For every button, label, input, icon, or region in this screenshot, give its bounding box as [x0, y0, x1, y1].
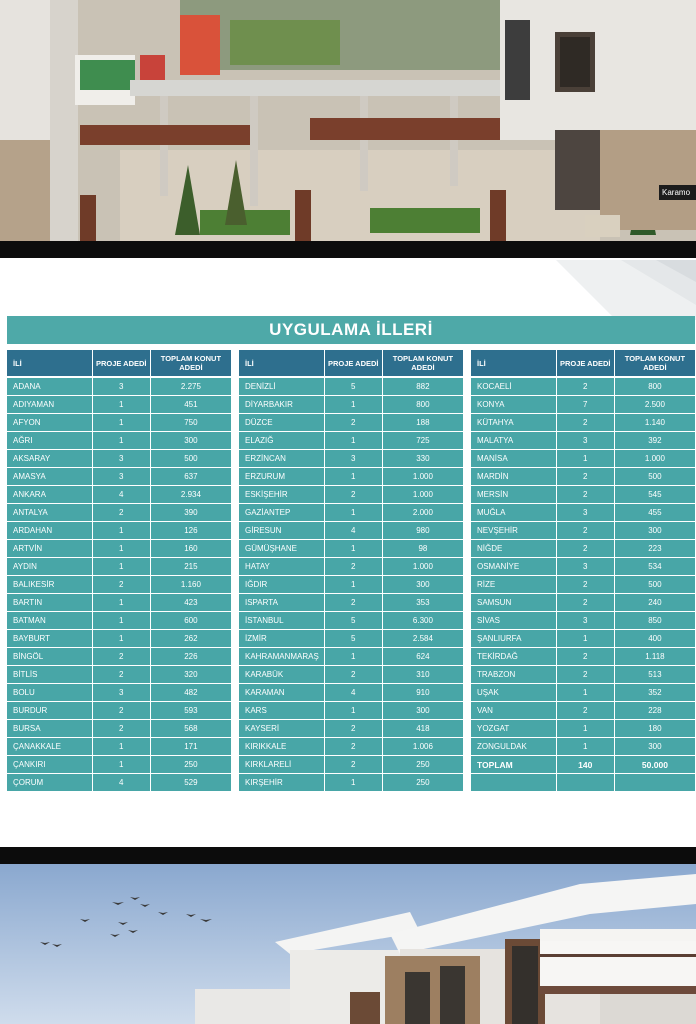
cell-housing: 240	[614, 594, 695, 612]
cell-province: TRABZON	[471, 666, 556, 684]
cell-housing: 1.000	[382, 558, 463, 576]
table-row	[7, 540, 231, 558]
cell-projects: 2	[92, 720, 150, 738]
table-row	[239, 576, 463, 594]
page-title: UYGULAMA İLLERİ	[7, 316, 695, 344]
cell-housing: 1.160	[150, 576, 231, 594]
cell-province: NEVŞEHİR	[471, 522, 556, 540]
cell-housing: 882	[382, 377, 463, 396]
cell-housing: 300	[614, 738, 695, 756]
table-row	[471, 486, 695, 504]
cell-housing: 2.000	[382, 504, 463, 522]
cell-projects: 1	[92, 738, 150, 756]
table-row	[7, 486, 231, 504]
cell-province: ERZİNCAN	[239, 450, 324, 468]
cell-housing: 188	[382, 414, 463, 432]
cell-projects: 3	[556, 504, 614, 522]
cell-projects: 1	[324, 396, 382, 414]
cell-province: ŞANLIURFA	[471, 630, 556, 648]
table-row	[7, 702, 231, 720]
cell-projects: 2	[92, 666, 150, 684]
cell-housing: 300	[382, 702, 463, 720]
cell-projects: 1	[324, 576, 382, 594]
table-row	[7, 522, 231, 540]
cell-projects: 1	[324, 702, 382, 720]
cell-housing: 310	[382, 666, 463, 684]
column-header-housing: TOPLAM KONUT ADEDİ	[150, 350, 231, 377]
cell-province: KARAMAN	[239, 684, 324, 702]
divider-bar-bottom	[0, 847, 696, 864]
cell-province: RİZE	[471, 576, 556, 594]
empty-cell	[556, 774, 614, 792]
cell-province: ÇANKIRI	[7, 756, 92, 774]
cell-projects: 3	[92, 684, 150, 702]
cell-housing: 2.500	[614, 396, 695, 414]
cell-housing: 980	[382, 522, 463, 540]
cell-province: DÜZCE	[239, 414, 324, 432]
column-header-province: İLİ	[239, 350, 324, 377]
cell-province: GİRESUN	[239, 522, 324, 540]
cell-housing: 262	[150, 630, 231, 648]
cell-projects: 2	[92, 648, 150, 666]
table-row	[7, 612, 231, 630]
cell-housing: 800	[614, 377, 695, 396]
cell-projects: 4	[92, 486, 150, 504]
cell-housing: 624	[382, 648, 463, 666]
cell-province: DENİZLİ	[239, 377, 324, 396]
cell-projects: 2	[324, 558, 382, 576]
cell-housing: 529	[150, 774, 231, 792]
table-row	[471, 504, 695, 522]
cell-province: ELAZIĞ	[239, 432, 324, 450]
provinces-table-3	[471, 350, 695, 792]
cell-housing: 451	[150, 396, 231, 414]
cell-projects: 2	[556, 540, 614, 558]
table-row	[239, 377, 463, 396]
cell-projects: 3	[556, 432, 614, 450]
cell-housing: 593	[150, 702, 231, 720]
table-row	[471, 576, 695, 594]
table-row	[7, 594, 231, 612]
cell-projects: 1	[92, 558, 150, 576]
cell-province: ÇANAKKALE	[7, 738, 92, 756]
table-row	[7, 377, 231, 396]
cell-projects: 1	[556, 738, 614, 756]
cell-housing: 750	[150, 414, 231, 432]
cell-projects: 1	[92, 630, 150, 648]
table-row	[239, 522, 463, 540]
table-row	[239, 774, 463, 792]
cell-housing: 226	[150, 648, 231, 666]
empty-cell	[614, 774, 695, 792]
column-header-projects: PROJE ADEDİ	[556, 350, 614, 377]
table-header-row	[239, 350, 463, 377]
watermark-text: Karamo	[662, 188, 691, 197]
cell-projects: 4	[324, 684, 382, 702]
cell-province: DİYARBAKIR	[239, 396, 324, 414]
cell-housing: 482	[150, 684, 231, 702]
cell-housing: 455	[614, 504, 695, 522]
cell-projects: 1	[92, 414, 150, 432]
cell-projects: 1	[324, 504, 382, 522]
cell-province: AFYON	[7, 414, 92, 432]
cell-projects: 2	[556, 486, 614, 504]
cell-province: SİVAS	[471, 612, 556, 630]
provinces-table-2	[239, 350, 463, 792]
cell-projects: 3	[556, 612, 614, 630]
table-row	[239, 594, 463, 612]
table-row	[239, 558, 463, 576]
cell-housing: 352	[614, 684, 695, 702]
table-row	[471, 666, 695, 684]
cell-projects: 2	[556, 576, 614, 594]
courtyard-photo	[0, 0, 696, 241]
table-row	[7, 666, 231, 684]
cell-province: KIRŞEHİR	[239, 774, 324, 792]
table-row	[7, 468, 231, 486]
cell-housing: 1.000	[382, 468, 463, 486]
table-row	[471, 558, 695, 576]
cell-projects: 2	[324, 486, 382, 504]
cell-projects: 2	[324, 414, 382, 432]
cell-province: İSTANBUL	[239, 612, 324, 630]
cell-projects: 1	[556, 630, 614, 648]
cell-province: MALATYA	[471, 432, 556, 450]
cell-projects: 2	[324, 738, 382, 756]
cell-housing: 1.140	[614, 414, 695, 432]
cell-projects: 1	[92, 522, 150, 540]
cell-housing: 330	[382, 450, 463, 468]
cell-housing: 534	[614, 558, 695, 576]
cell-province: YOZGAT	[471, 720, 556, 738]
cell-province: KAHRAMANMARAŞ	[239, 648, 324, 666]
table-row	[7, 720, 231, 738]
cell-province: BİNGÖL	[7, 648, 92, 666]
cell-province: KÜTAHYA	[471, 414, 556, 432]
cell-province: KONYA	[471, 396, 556, 414]
cell-province: ERZURUM	[239, 468, 324, 486]
cell-projects: 3	[324, 450, 382, 468]
cell-projects: 2	[556, 666, 614, 684]
cell-province: BOLU	[7, 684, 92, 702]
table-row	[239, 468, 463, 486]
cell-projects: 2	[556, 594, 614, 612]
table-row	[471, 738, 695, 756]
cell-housing: 160	[150, 540, 231, 558]
cell-housing: 910	[382, 684, 463, 702]
cell-housing: 418	[382, 720, 463, 738]
cell-projects: 140	[556, 756, 614, 774]
cell-province: VAN	[471, 702, 556, 720]
cell-housing: 850	[614, 612, 695, 630]
cell-province: BATMAN	[7, 612, 92, 630]
table-row	[239, 504, 463, 522]
cell-province: NİĞDE	[471, 540, 556, 558]
cell-province: KIRKLARELİ	[239, 756, 324, 774]
cell-projects: 2	[556, 522, 614, 540]
cell-projects: 4	[92, 774, 150, 792]
cell-projects: 1	[92, 756, 150, 774]
building-photo	[0, 864, 696, 1024]
table-row	[7, 684, 231, 702]
cell-province: TEKİRDAĞ	[471, 648, 556, 666]
cell-projects: 3	[92, 450, 150, 468]
cell-housing: 423	[150, 594, 231, 612]
cell-projects: 1	[556, 684, 614, 702]
cell-housing: 1.006	[382, 738, 463, 756]
cell-housing: 600	[150, 612, 231, 630]
cell-projects: 2	[324, 666, 382, 684]
cell-housing: 250	[150, 756, 231, 774]
table-row	[7, 756, 231, 774]
cell-housing: 320	[150, 666, 231, 684]
cell-province: BAYBURT	[7, 630, 92, 648]
cell-housing: 171	[150, 738, 231, 756]
table-row	[471, 522, 695, 540]
cell-housing: 2.275	[150, 377, 231, 396]
table-row	[239, 432, 463, 450]
table-row	[471, 594, 695, 612]
table-row	[7, 774, 231, 792]
table-row	[471, 396, 695, 414]
empty-cell	[471, 774, 556, 792]
cell-projects: 3	[556, 558, 614, 576]
table-row	[239, 540, 463, 558]
cell-province: KARS	[239, 702, 324, 720]
cell-province: KARABÜK	[239, 666, 324, 684]
cell-province: ESKİŞEHİR	[239, 486, 324, 504]
cell-projects: 4	[324, 522, 382, 540]
table-row	[7, 558, 231, 576]
cell-projects: 5	[324, 612, 382, 630]
cell-housing: 353	[382, 594, 463, 612]
cell-province: AKSARAY	[7, 450, 92, 468]
table-row	[471, 630, 695, 648]
cell-province: ANTALYA	[7, 504, 92, 522]
cell-province: AYDIN	[7, 558, 92, 576]
cell-housing: 6.300	[382, 612, 463, 630]
cell-housing: 400	[614, 630, 695, 648]
cell-projects: 1	[92, 594, 150, 612]
cell-province: KIRIKKALE	[239, 738, 324, 756]
cell-projects: 1	[324, 774, 382, 792]
cell-housing: 2.584	[382, 630, 463, 648]
table-row	[239, 612, 463, 630]
cell-province: MARDİN	[471, 468, 556, 486]
table-row	[239, 666, 463, 684]
cell-housing: 126	[150, 522, 231, 540]
table-row	[471, 684, 695, 702]
cell-province: ARTVİN	[7, 540, 92, 558]
cell-projects: 1	[324, 540, 382, 558]
cell-province: KAYSERİ	[239, 720, 324, 738]
table-row	[7, 450, 231, 468]
cell-housing: 98	[382, 540, 463, 558]
cell-projects: 1	[92, 396, 150, 414]
table-row	[239, 702, 463, 720]
table-row	[239, 630, 463, 648]
table-row	[7, 396, 231, 414]
decorative-shapes	[526, 260, 696, 320]
cell-province: ARDAHAN	[7, 522, 92, 540]
cell-projects: 2	[324, 756, 382, 774]
cell-housing: 725	[382, 432, 463, 450]
table-row	[471, 468, 695, 486]
cell-housing: 250	[382, 756, 463, 774]
table-row	[471, 720, 695, 738]
cell-projects: 1	[92, 612, 150, 630]
cell-housing: 300	[614, 522, 695, 540]
cell-projects: 2	[92, 702, 150, 720]
cell-housing: 300	[150, 432, 231, 450]
provinces-table-1	[7, 350, 231, 792]
column-header-projects: PROJE ADEDİ	[324, 350, 382, 377]
cell-province: AMASYA	[7, 468, 92, 486]
cell-housing: 215	[150, 558, 231, 576]
table-row	[471, 450, 695, 468]
table-row	[239, 648, 463, 666]
cell-province: BARTIN	[7, 594, 92, 612]
cell-province: BURDUR	[7, 702, 92, 720]
cell-projects: 3	[92, 468, 150, 486]
cell-province: GÜMÜŞHANE	[239, 540, 324, 558]
cell-projects: 3	[92, 377, 150, 396]
column-header-housing: TOPLAM KONUT ADEDİ	[382, 350, 463, 377]
table-row	[7, 738, 231, 756]
cell-province: IĞDIR	[239, 576, 324, 594]
cell-province: TOPLAM	[471, 756, 556, 774]
cell-housing: 1.000	[382, 486, 463, 504]
column-header-housing: TOPLAM KONUT ADEDİ	[614, 350, 695, 377]
column-header-province: İLİ	[7, 350, 92, 377]
cell-housing: 500	[150, 450, 231, 468]
cell-province: OSMANİYE	[471, 558, 556, 576]
cell-projects: 1	[556, 720, 614, 738]
table-row	[239, 414, 463, 432]
cell-housing: 800	[382, 396, 463, 414]
cell-housing: 180	[614, 720, 695, 738]
cell-housing: 250	[382, 774, 463, 792]
cell-projects: 1	[324, 468, 382, 486]
cell-housing: 513	[614, 666, 695, 684]
cell-province: ISPARTA	[239, 594, 324, 612]
table-header-row	[471, 350, 695, 377]
cell-housing: 392	[614, 432, 695, 450]
table-row	[239, 684, 463, 702]
table-row	[7, 576, 231, 594]
cell-projects: 2	[556, 468, 614, 486]
cell-province: ANKARA	[7, 486, 92, 504]
cell-province: KOCAELİ	[471, 377, 556, 396]
cell-province: İZMİR	[239, 630, 324, 648]
empty-row	[471, 774, 695, 792]
cell-housing: 50.000	[614, 756, 695, 774]
cell-housing: 2.934	[150, 486, 231, 504]
cell-projects: 1	[556, 450, 614, 468]
watermark-badge	[659, 185, 696, 200]
cell-projects: 1	[92, 432, 150, 450]
cell-projects: 1	[92, 540, 150, 558]
column-header-province: İLİ	[471, 350, 556, 377]
cell-housing: 500	[614, 468, 695, 486]
cell-province: BALIKESİR	[7, 576, 92, 594]
table-row	[471, 540, 695, 558]
cell-province: ADANA	[7, 377, 92, 396]
column-header-projects: PROJE ADEDİ	[92, 350, 150, 377]
cell-province: UŞAK	[471, 684, 556, 702]
table-row	[239, 396, 463, 414]
cell-housing: 300	[382, 576, 463, 594]
table-row	[7, 414, 231, 432]
cell-province: SAMSUN	[471, 594, 556, 612]
table-row	[7, 432, 231, 450]
cell-province: MERSİN	[471, 486, 556, 504]
table-row	[471, 702, 695, 720]
cell-housing: 1.118	[614, 648, 695, 666]
cell-housing: 637	[150, 468, 231, 486]
cell-housing: 568	[150, 720, 231, 738]
table-row	[239, 486, 463, 504]
cell-projects: 2	[556, 377, 614, 396]
cell-projects: 2	[92, 576, 150, 594]
cell-projects: 2	[92, 504, 150, 522]
table-header-row	[7, 350, 231, 377]
cell-province: HATAY	[239, 558, 324, 576]
cell-province: MANİSA	[471, 450, 556, 468]
cell-province: ZONGULDAK	[471, 738, 556, 756]
cell-province: GAZİANTEP	[239, 504, 324, 522]
divider-bar-top	[0, 241, 696, 258]
table-row	[239, 756, 463, 774]
cell-housing: 545	[614, 486, 695, 504]
table-row	[7, 630, 231, 648]
cell-projects: 2	[324, 720, 382, 738]
cell-housing: 1.000	[614, 450, 695, 468]
table-row	[471, 377, 695, 396]
table-row	[471, 432, 695, 450]
table-row	[239, 738, 463, 756]
cell-projects: 5	[324, 377, 382, 396]
cell-projects: 7	[556, 396, 614, 414]
cell-province: BİTLİS	[7, 666, 92, 684]
cell-housing: 223	[614, 540, 695, 558]
table-row	[471, 612, 695, 630]
cell-province: AĞRI	[7, 432, 92, 450]
table-row	[239, 720, 463, 738]
table-row	[239, 450, 463, 468]
table-row	[7, 648, 231, 666]
cell-housing: 500	[614, 576, 695, 594]
total-row	[471, 756, 695, 774]
cell-projects: 2	[556, 648, 614, 666]
cell-housing: 228	[614, 702, 695, 720]
cell-province: ÇORUM	[7, 774, 92, 792]
table-row	[7, 504, 231, 522]
table-row	[471, 648, 695, 666]
cell-projects: 5	[324, 630, 382, 648]
cell-housing: 390	[150, 504, 231, 522]
cell-province: ADIYAMAN	[7, 396, 92, 414]
cell-province: MUĞLA	[471, 504, 556, 522]
table-row	[471, 414, 695, 432]
cell-projects: 1	[324, 432, 382, 450]
cell-province: BURSA	[7, 720, 92, 738]
cell-projects: 2	[324, 594, 382, 612]
cell-projects: 2	[556, 702, 614, 720]
cell-projects: 2	[556, 414, 614, 432]
cell-projects: 1	[324, 648, 382, 666]
